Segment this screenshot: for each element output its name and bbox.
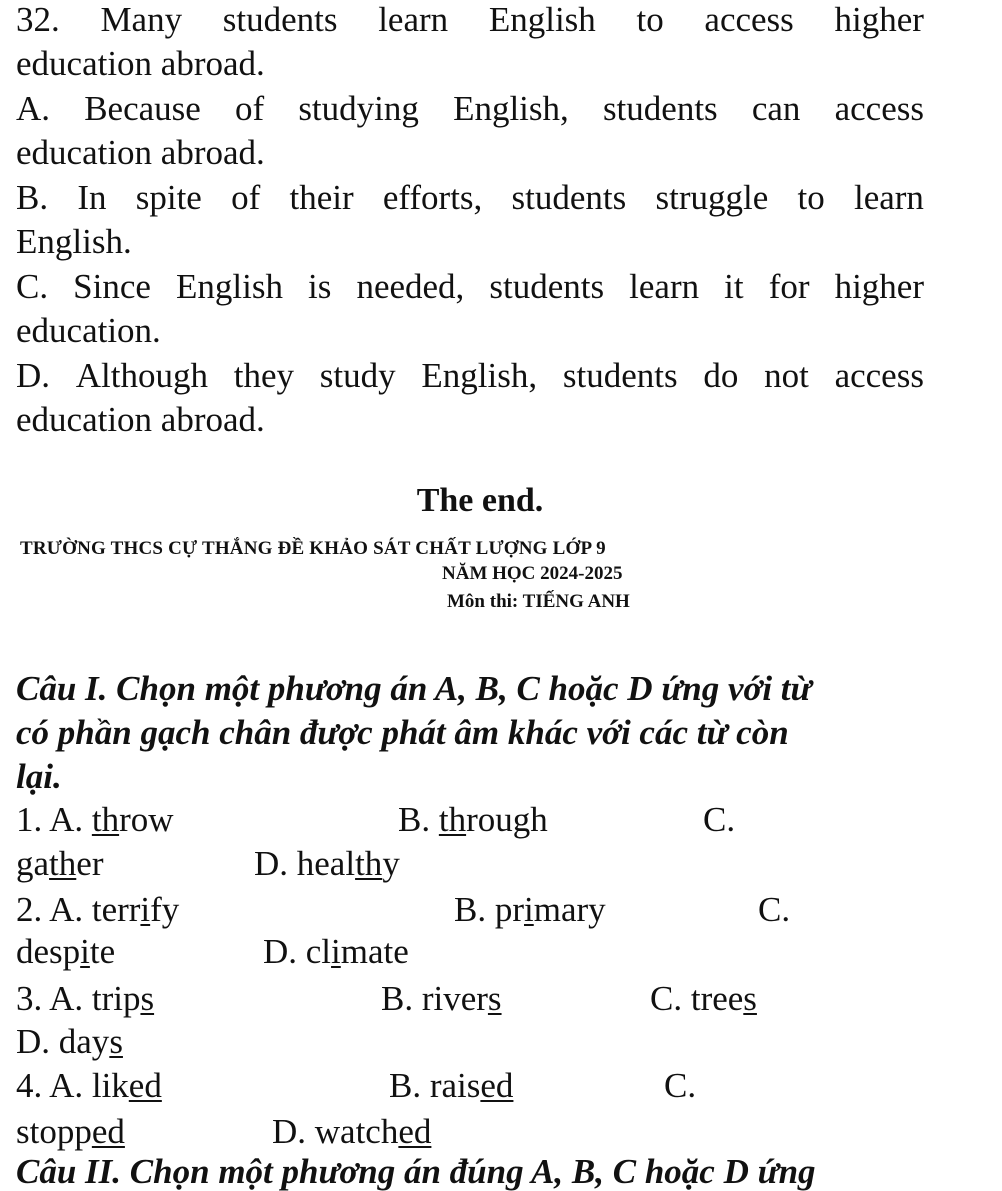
word: students [489, 267, 605, 306]
word: efforts, [382, 178, 483, 217]
word: B. [16, 178, 49, 217]
q32-stem-line1 [16, 2, 924, 37]
item2-option-c-label: C. [758, 890, 791, 929]
underlined-sound: ed [128, 1066, 162, 1105]
q32-option-a-line2: education abroad. [16, 133, 265, 172]
underlined-sound: th [438, 800, 467, 839]
item4-option-c-label: C. [664, 1066, 697, 1105]
word: Since [73, 267, 151, 306]
word: of [234, 89, 265, 128]
q32-stem-line2: education abroad. [16, 44, 265, 83]
word: students [222, 0, 338, 39]
q32-option-b-line2: English. [16, 222, 132, 261]
underlined-sound: s [140, 979, 155, 1018]
item1-option-b: B. through [398, 800, 548, 839]
section2-title-partial: Câu II. Chọn một phương án đúng A, B, C hoặc D ứng [16, 1152, 816, 1191]
word: higher [834, 0, 924, 39]
word: English, [453, 89, 569, 128]
word: English [176, 267, 283, 306]
underlined-sound: ed [398, 1112, 432, 1151]
underlined-sound: i [140, 890, 151, 929]
word: is [308, 267, 332, 306]
word: access [834, 356, 924, 395]
item2-option-b: B. primary [454, 890, 606, 929]
section1-title-line1: Câu I. Chọn một phương án A, B, C hoặc D ứng với từ [16, 669, 812, 708]
word: studying [298, 89, 419, 128]
exam-header-year: NĂM HỌC 2024-2025 [442, 563, 623, 584]
word: to [636, 0, 664, 39]
word: struggle [655, 178, 769, 217]
underlined-sound: th [49, 844, 77, 883]
word: can [751, 89, 801, 128]
underlined-sound: i [524, 890, 534, 929]
item2-option-c: despite [16, 932, 116, 971]
word: English [488, 0, 596, 39]
underlined-sound: th [355, 844, 383, 883]
word: needed, [356, 267, 465, 306]
item1-option-a: 1. A. throw [16, 800, 174, 839]
word: learn [629, 267, 700, 306]
word: students [602, 89, 718, 128]
item3-option-b: B. rivers [381, 979, 502, 1018]
underlined-sound: ed [91, 1112, 125, 1151]
word: of [231, 178, 261, 217]
section1-title-line2: có phần gạch chân được phát âm khác với các từ còn [16, 713, 789, 752]
item4-option-a: 4. A. liked [16, 1066, 162, 1105]
word: students [562, 356, 678, 395]
word: spite [135, 178, 202, 217]
item3-option-a: 3. A. trips [16, 979, 155, 1018]
word: access [834, 89, 924, 128]
word: learn [853, 178, 924, 217]
item1-option-d: D. healthy [254, 844, 400, 883]
exam-header-subject: Môn thi: TIẾNG ANH [447, 591, 630, 612]
word: their [289, 178, 354, 217]
word: 32. [16, 0, 60, 39]
q32-option-c-line2: education. [16, 311, 161, 350]
word: for [768, 267, 810, 306]
item1-option-c: gather [16, 844, 104, 883]
underlined-sound: s [109, 1022, 123, 1061]
word: to [797, 178, 825, 217]
word: In [77, 178, 107, 217]
item3-option-c: C. trees [650, 979, 757, 1018]
item4-option-c: stopped [16, 1112, 125, 1151]
item2-option-a: 2. A. terrify [16, 890, 180, 929]
q32-option-b-line1 [16, 180, 924, 215]
item4-option-d: D. watched [272, 1112, 432, 1151]
word: English, [421, 356, 538, 395]
underlined-sound: ed [480, 1066, 514, 1105]
word: do [703, 356, 739, 395]
word: A. [16, 89, 51, 128]
word: D. [16, 356, 51, 395]
word: Many [100, 0, 183, 39]
word: they [233, 356, 295, 395]
word: students [511, 178, 627, 217]
word: it [724, 267, 744, 306]
q32-option-d-line1 [16, 358, 924, 393]
word: not [764, 356, 809, 395]
section1-title-line3: lại. [16, 757, 62, 796]
word: higher [834, 267, 924, 306]
word: Although [75, 356, 209, 395]
word: learn [378, 0, 449, 39]
item2-option-d: D. climate [263, 932, 409, 971]
q32-option-a-line1 [16, 91, 924, 126]
word: access [704, 0, 794, 39]
underlined-sound: s [487, 979, 502, 1018]
end-text: The end. [416, 482, 544, 519]
item3-option-d: D. days [16, 1022, 123, 1061]
item4-option-b: B. raised [389, 1066, 514, 1105]
exam-header-school: TRƯỜNG THCS CỰ THẮNG ĐỀ KHẢO SÁT CHẤT LƯỢNG LỚP 9 [20, 538, 606, 559]
q32-option-c-line1 [16, 269, 924, 304]
item1-option-c-label: C. [703, 800, 736, 839]
word: study [319, 356, 396, 395]
word: Because [84, 89, 201, 128]
underlined-sound: s [743, 979, 757, 1018]
word: C. [16, 267, 49, 306]
underlined-sound: i [331, 932, 341, 971]
q32-option-d-line2: education abroad. [16, 400, 265, 439]
underlined-sound: i [80, 932, 90, 971]
underlined-sound: th [91, 800, 120, 839]
